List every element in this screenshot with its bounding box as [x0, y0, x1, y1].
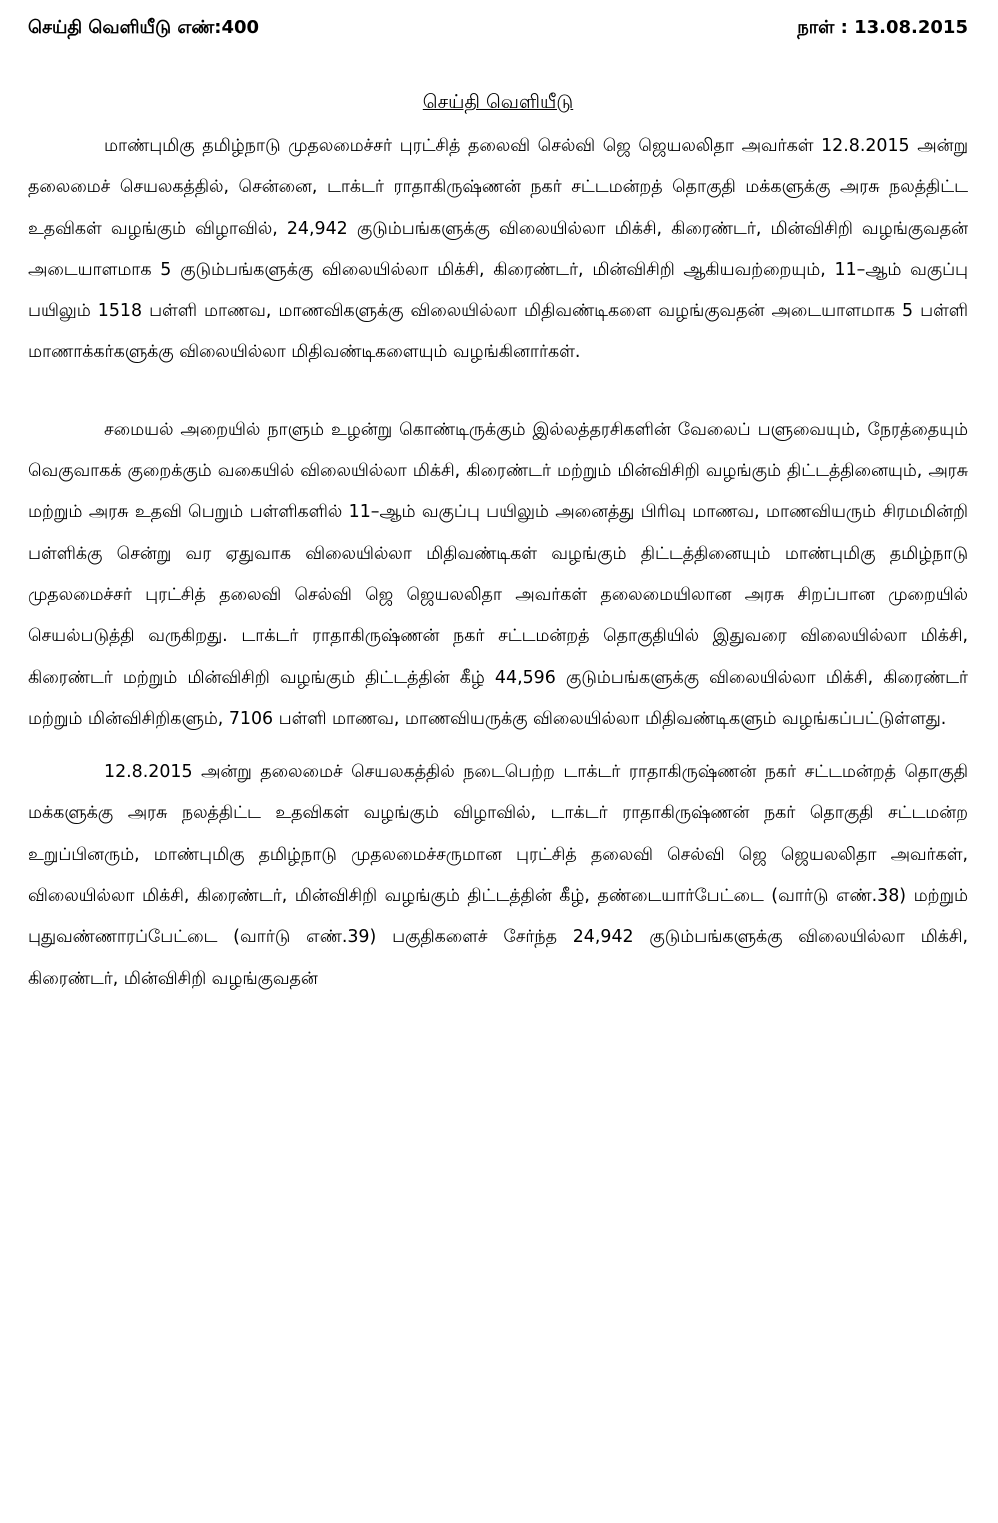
paragraph-3: 12.8.2015 அன்று தலைமைச் செயலகத்தில் நடைபெற்ற டாக்டர் ராதாகிருஷ்ணன் நகர் சட்டமன்றத் தொகுதி மக்களுக்கு அரசு நலத்திட்ட உதவிகள் வழங்கும் விழாவில், டாக்டர் ராதாகிருஷ்ணன் நகர் தொகுதி சட்டமன்ற உறுப்பினரும், மாண்புமிகு தமிழ்நாடு முதலமைச்சருமான புரட்சித் தலைவி செல்வி ஜெ ஜெயலலிதா அவர்கள், விலையில்லா மிக்சி, கிரைண்டர், மின்விசிறி வழங்கும் திட்டத்தின் கீழ், தண்டையார்பேட்டை (வார்டு எண்.38) மற்றும் புதுவண்ணாரப்பேட்டை (வார்டு எண்.39) பகுதிகளைச் சேர்ந்த 24,942 குடும்பங்களுக்கு விலையில்லா மிக்சி, கிரைண்டர், மின்விசிறி வழங்குவதன்: [28, 762, 968, 989]
release-date: நாள் : 13.08.2015: [797, 17, 968, 38]
paragraph-1: மாண்புமிகு தமிழ்நாடு முதலமைச்சர் புரட்சித் தலைவி செல்வி ஜெ ஜெயலலிதா அவர்கள் 12.8.2015 அன்று தலைமைச் செயலகத்தில், சென்னை, டாக்டர் ராதாகிருஷ்ணன் நகர் சட்டமன்றத் தொகுதி மக்களுக்கு அரசு நலத்திட்ட உதவிகள் வழங்கும் விழாவில், 24,942 குடும்பங்களுக்கு விலையில்லா மிக்சி, கிரைண்டர், மின்விசிறி வழங்குவதன் அடையாளமாக 5 குடும்பங்களுக்கு விலையில்லா மிக்சி, கிரைண்டர், மின்விசிறி ஆகியவற்றையும், 11–ஆம் வகுப்பு பயிலும் 1518 பள்ளி மாணவ, மாணவிகளுக்கு விலையில்லா மிதிவண்டிகளை வழங்குவதன் அடையாளமாக 5 பள்ளி மாணாக்கர்களுக்கு விலையில்லா மிதிவண்டிகளையும் வழங்கினார்கள்.: [28, 136, 968, 363]
paragraph-2: சமையல் அறையில் நாளும் உழன்று கொண்டிருக்கும் இல்லத்தரசிகளின் வேலைப் பளுவையும், நேரத்தையும் வெகுவாகக் குறைக்கும் வகையில் விலையில்லா மிக்சி, கிரைண்டர் மற்றும் மின்விசிறி வழங்கும் திட்டத்தினையும், அரசு மற்றும் அரசு உதவி பெறும் பள்ளிகளில் 11–ஆம் வகுப்பு பயிலும் அனைத்து பிரிவு மாணவ, மாணவியரும் சிரமமின்றி பள்ளிக்கு சென்று வர ஏதுவாக விலையில்லா மிதிவண்டிகள் வழங்கும் திட்டத்தினையும் மாண்புமிகு தமிழ்நாடு முதலமைச்சர் புரட்சித் தலைவி செல்வி ஜெ ஜெயலலிதா அவர்கள் தலைமையிலான அரசு சிறப்பான முறையில் செயல்படுத்தி வருகிறது. டாக்டர் ராதாகிருஷ்ணன் நகர் சட்டமன்றத் தொகுதியில் இதுவரை விலையில்லா மிக்சி, கிரைண்டர் மற்றும் மின்விசிறி வழங்கும் திட்டத்தின் கீழ் 44,596 குடும்பங்களுக்கு விலையில்லா மிக்சி, கிரைண்டர் மற்றும் மின்விசிறிகளும், 7106 பள்ளி மாணவ, மாணவியருக்கு விலையில்லா மிதிவண்டிகளும் வழங்கப்பட்டுள்ளது.: [28, 419, 968, 729]
header-row: [28, 14, 968, 42]
document-title: செய்தி வெளியீடு: [422, 91, 574, 113]
release-number: செய்தி வெளியீடு எண்:400: [28, 17, 260, 38]
